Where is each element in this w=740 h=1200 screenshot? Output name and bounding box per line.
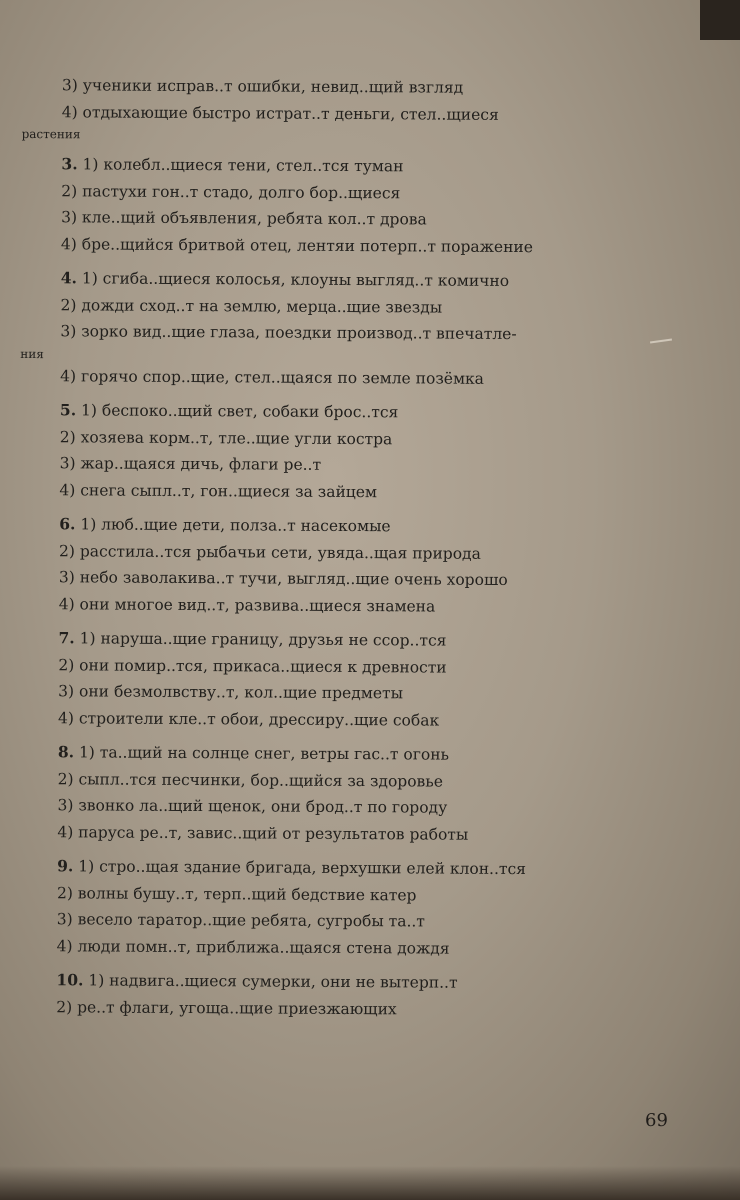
task-6-option-1: 6. 1) люб..щие дети, полза..т насекомые	[59, 514, 391, 536]
task-7-option-1: 7. 1) наруша..щие границу, друзья не ссор..тся	[58, 628, 447, 650]
task-9-option-4: 4) люди помн..т, приближа..щаяся стена дождя	[56, 936, 450, 958]
page-number: 69	[645, 1110, 668, 1131]
exercise-list	[16, 72, 692, 1024]
task-3-option-4: 4) бре..щийся бритвой отец, лентяи потерп..т поражение	[60, 234, 534, 256]
task-4-option-4: 4) горячо спор..щие, стел..щаяся по земле позёмка	[60, 366, 485, 388]
task-8-option-1: 8. 1) та..щий на солнце снег, ветры гас..т огонь	[57, 742, 450, 764]
task-6-option-4: 4) они многое вид..т, развива..щиеся знамена	[58, 594, 436, 616]
task-3-option-2: 2) пастухи гон..т стадо, долго бор..щиеся	[61, 181, 401, 202]
text-line-continuation: растения	[21, 126, 81, 142]
task-9-option-2: 2) волны бушу..т, терп..щий бедствие катер	[56, 883, 417, 904]
task-5-option-3: 3) жар..щаяся дичь, флаги ре..т	[59, 454, 322, 474]
task-3-option-3: 3) кле..щий объявления, ребята кол..т дрова	[61, 208, 427, 229]
task-5-option-2: 2) хозяева корм..т, тле..щие угли костра	[59, 427, 393, 448]
task-3-option-1: 3. 1) колебл..щиеся тени, стел..тся туман	[61, 154, 404, 176]
text-line: 4) отдыхающие быстро истрат..т деньги, стел..щиеся	[61, 102, 499, 124]
task-8-option-4: 4) паруса ре..т, завис..щий от результатов работы	[57, 822, 469, 844]
task-5-option-1: 5. 1) беспоко..щий свет, собаки брос..тся	[59, 400, 399, 422]
task-4-option-2: 2) дожди сход..т на землю, мерца..щие звезды	[60, 295, 443, 317]
page-corner-shadow	[700, 0, 740, 40]
task-9-option-3: 3) весело таратор..щие ребята, сугробы та..т	[56, 910, 425, 931]
text-line: 3) ученики исправ..т ошибки, невид..щий взгляд	[61, 76, 464, 97]
task-8-option-2: 2) сыпл..тся песчинки, бор..щийся за здоровье	[57, 769, 443, 791]
task-6-option-3: 3) небо заволакива..т тучи, выгляд..щие очень хорошо	[58, 568, 508, 589]
bottom-shadow	[0, 1166, 740, 1200]
task-6-option-2: 2) расстила..тся рыбачьи сети, увяда..щая природа	[59, 541, 481, 563]
task-5-option-4: 4) снега сыпл..т, гон..щиеся за зайцем	[59, 480, 378, 501]
task-7-option-4: 4) строители кле..т обои, дрессиру..щие собак	[58, 708, 440, 730]
task-9-option-1: 9. 1) стро..щая здание бригада, верхушки елей клон..тся	[57, 856, 527, 879]
task-4-option-1: 4. 1) сгиба..щиеся колосья, клоуны выгляд..т комично	[60, 268, 510, 290]
task-10-option-2: 2) ре..т флаги, угоща..щие приезжающих	[56, 997, 397, 1018]
text-line-continuation: ния	[20, 346, 44, 361]
task-8-option-3: 3) звонко ла..щий щенок, они брод..т по городу	[57, 796, 448, 817]
task-10-option-1: 10. 1) надвига..щиеся сумерки, они не вытерп..т	[56, 970, 458, 992]
task-7-option-2: 2) они помир..тся, прикаса..щиеся к древности	[58, 655, 447, 677]
task-7-option-3: 3) они безмолвству..т, кол..щие предметы	[58, 682, 404, 703]
task-4-option-3: 3) зорко вид..щие глаза, поездки производ..т впечатле-	[60, 322, 517, 344]
